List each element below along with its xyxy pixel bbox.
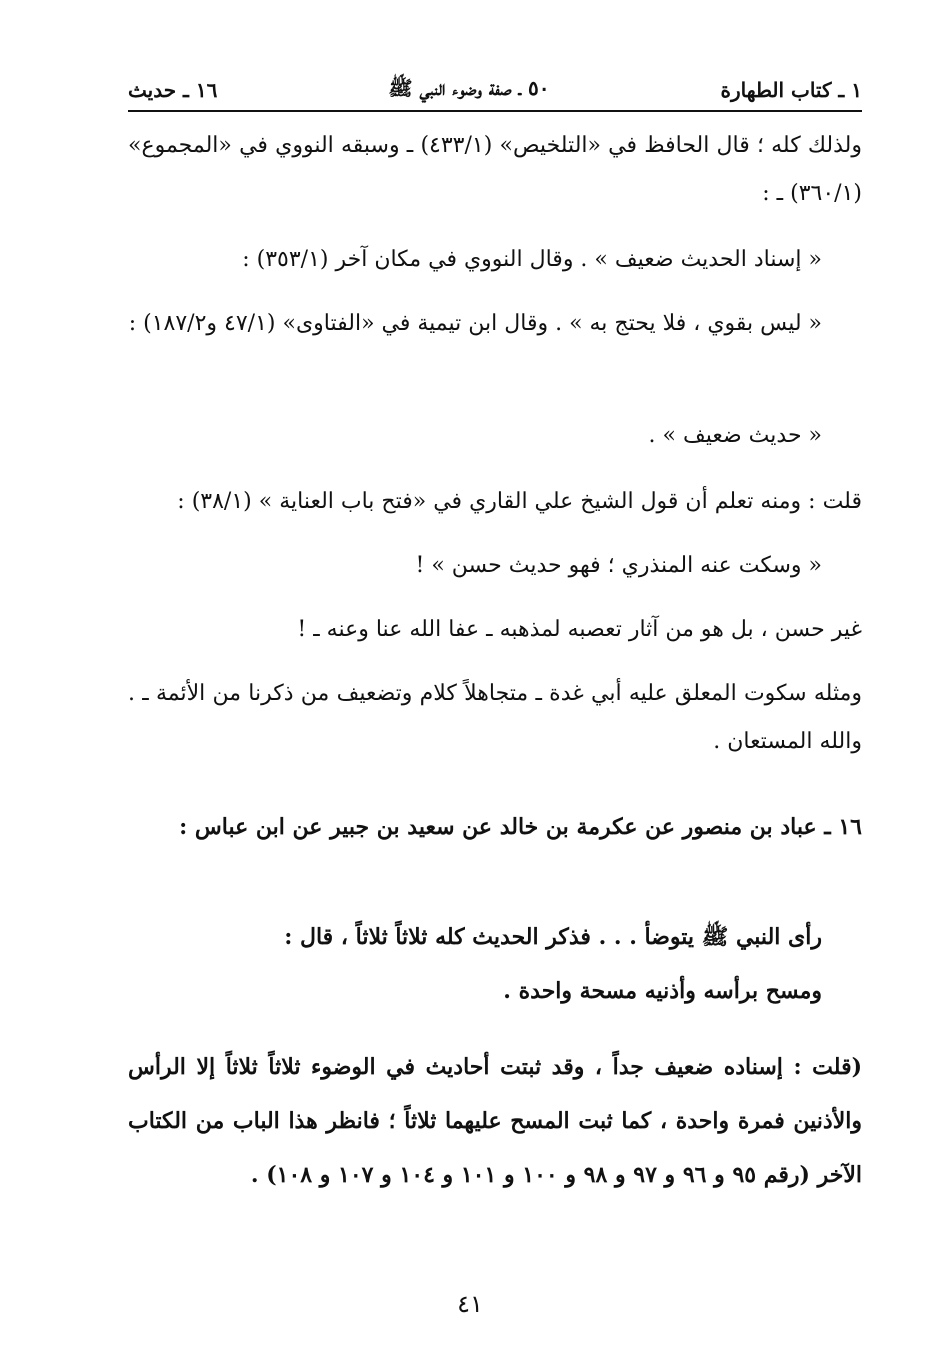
- paragraph-text: « إسناد الحديث ضعيف » . وقال النووي في مكان آخر (٣٥٣/١) :: [242, 247, 822, 272]
- paragraph-text: قلت : ومنه تعلم أن قول الشيخ علي القاري في «فتح باب العناية » (٣٨/١) :: [177, 489, 862, 514]
- quote-paragraph: [128, 300, 862, 348]
- paragraph-text: « وسكت عنه المنذري ؛ فهو حديث حسن » !: [415, 553, 822, 578]
- paragraph-text: غير حسن ، بل هو من آثار تعصبه لمذهبه ـ عفا الله عنا وعنه ـ !: [297, 617, 862, 642]
- paragraph-text: « حديث ضعيف » .: [648, 423, 822, 448]
- paragraph-text: ولذلك كله ؛ قال الحافظ في «التلخيص» (٤٣٣/١) ـ وسبقه النووي في «المجموع» (٣٦٠/١) ـ :: [128, 133, 863, 206]
- header-chapter-title: ٥٠ ـ صفة وضوء النبي ﷺ: [388, 75, 550, 100]
- hadith-text: [128, 910, 862, 1018]
- running-header: [128, 70, 862, 112]
- hadith-text-line-1: رأى النبي ﷺ يتوضأ . . . فذكر الحديث كله ثلاثاً ثلاثاً ، قال :: [284, 924, 822, 950]
- commentary-paragraph: [128, 122, 862, 218]
- commentary-paragraph: [128, 606, 862, 654]
- paragraph-text: ومثله سكوت المعلق عليه أبي غدة ـ متجاهلاً كلام وتضعيف من ذكرنا من الأئمة ـ . والله المستعان .: [128, 681, 862, 754]
- paragraph-text: « ليس بقوي ، فلا يحتج به » . وقال ابن تيمية في «الفتاوى» (٤٧/١ و١٨٧/٢) :: [128, 311, 822, 336]
- author-note-text: (قلت : إسناده ضعيف جداً ، وقد ثبتت أحاديث في الوضوء ثلاثاً ثلاثاً إلا الرأس والأذنين فمرة واحدة ، كما ثبت المسح عليهما ثلاثاً ؛ فانظر هذا الباب من الكتاب الآخر (رقم ٩٥ و ٩٦ و ٩٧ و ٩٨ و ١٠٠ و ١٠١ و ١٠٤ و ١٠٧ و ١٠٨) .: [128, 1054, 862, 1188]
- hadith-chain-text: ١٦ ـ عباد بن منصور عن عكرمة بن خالد عن سعيد بن جبير عن ابن عباس :: [179, 814, 862, 840]
- commentary-paragraph: [128, 670, 862, 766]
- quote-paragraph: [128, 236, 862, 284]
- commentary-paragraph: [128, 478, 862, 526]
- quote-paragraph: [128, 542, 862, 590]
- hadith-text-line-2: ومسح برأسه وأذنيه مسحة واحدة .: [503, 978, 822, 1004]
- quote-paragraph: [128, 412, 862, 460]
- author-note: [128, 1040, 862, 1202]
- page-number: ٤١: [457, 1290, 483, 1318]
- header-hadith-number: ١٦ ـ حديث: [128, 78, 218, 102]
- hadith-chain: [128, 800, 862, 854]
- header-book-title: ١ ـ كتاب الطهارة: [720, 78, 862, 102]
